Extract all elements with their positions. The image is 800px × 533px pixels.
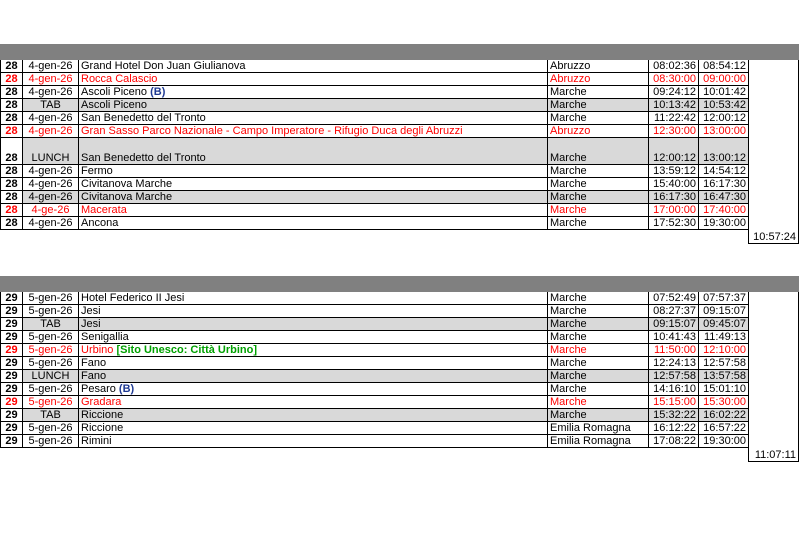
spacer-cell [79,230,548,244]
region-cell: Abruzzo [548,125,649,138]
itinerary-row [1,60,799,73]
date-cell: 5-gen-26 [23,422,79,435]
itinerary-row [1,204,799,217]
end-time-cell: 07:57:37 [699,292,749,305]
region-cell: Marche [548,357,649,370]
region-cell: Marche [548,112,649,125]
spacer-cell [699,448,749,462]
day-number-cell: 29 [1,435,23,448]
spacer-cell [23,230,79,244]
start-time-cell: 11:22:42 [649,112,699,125]
start-time-cell: 09:24:12 [649,86,699,99]
spacer-cell [23,448,79,462]
end-time-cell: 19:30:00 [699,217,749,230]
day-number-cell: 29 [1,409,23,422]
stop-tag: (B) [118,383,135,395]
region-cell: Marche [548,344,649,357]
day-total-duration: 10:57:24 [749,60,799,244]
header-cell [1,45,23,60]
header-cell [548,45,649,60]
date-cell: TAB [23,409,79,422]
header-cell [1,277,23,292]
end-time-cell: 12:10:00 [699,344,749,357]
header-cell [548,277,649,292]
day-number-cell: 28 [1,86,23,99]
place-name: Fano [81,357,107,369]
date-cell: 4-gen-26 [23,60,79,73]
day-number-cell: 29 [1,292,23,305]
region-cell: Marche [548,383,649,396]
start-time-cell: 15:40:00 [649,178,699,191]
region-cell: Marche [548,178,649,191]
place-name: Hotel Federico II Jesi [81,292,185,304]
place-cell [79,305,548,318]
itinerary-row [1,86,799,99]
end-time-cell: 17:40:00 [699,204,749,217]
header-cell [699,45,749,60]
end-time-cell: 16:17:30 [699,178,749,191]
place-cell [79,331,548,344]
day-number-cell: 29 [1,331,23,344]
place-cell [79,125,548,138]
header-cell [79,45,548,60]
header-row [1,45,799,60]
itinerary-row [1,435,799,448]
place-cell [79,344,548,357]
date-cell: LUNCH [23,138,79,165]
end-time-cell: 08:54:12 [699,60,749,73]
itinerary-row [1,422,799,435]
spacer-cell [649,230,699,244]
end-time-cell: 16:47:30 [699,191,749,204]
spacer-cell [548,448,649,462]
start-time-cell: 17:08:22 [649,435,699,448]
start-time-cell: 12:00:12 [649,138,699,165]
place-name: Grand Hotel Don Juan Giulianova [81,60,246,72]
place-name: Rocca Calascio [81,73,158,85]
region-cell: Marche [548,396,649,409]
place-name: Gradara [81,396,122,408]
place-name: San Benedetto del Tronto [81,112,206,124]
day-number-cell: 28 [1,125,23,138]
place-cell [79,370,548,383]
spacer-cell [548,230,649,244]
place-cell [79,112,548,125]
day-number-cell: 29 [1,422,23,435]
end-time-cell: 09:00:00 [699,73,749,86]
itinerary-row [1,331,799,344]
place-name: Urbino [81,344,114,356]
region-cell: Abruzzo [548,60,649,73]
date-cell: 4-gen-26 [23,125,79,138]
header-cell [699,277,749,292]
start-time-cell: 13:59:12 [649,165,699,178]
itinerary-table-day-29 [0,276,799,462]
itinerary-row [1,318,799,331]
day-number-cell: 29 [1,357,23,370]
itinerary-row [1,125,799,138]
region-cell: Marche [548,86,649,99]
end-time-cell: 09:45:07 [699,318,749,331]
itinerary-row [1,73,799,86]
itinerary-row [1,383,799,396]
place-name: Riccione [81,409,124,421]
itinerary-row [1,217,799,230]
place-name: Civitanova Marche [81,178,173,190]
end-time-cell: 19:30:00 [699,435,749,448]
place-cell [79,60,548,73]
place-cell [79,292,548,305]
itinerary-row [1,357,799,370]
place-cell [79,422,548,435]
date-cell: 5-gen-26 [23,305,79,318]
start-time-cell: 12:30:00 [649,125,699,138]
region-cell: Abruzzo [548,73,649,86]
start-time-cell: 12:57:58 [649,370,699,383]
start-time-cell: 09:15:07 [649,318,699,331]
place-name: Senigallia [81,331,129,343]
day-number-cell: 29 [1,305,23,318]
end-time-cell: 13:00:12 [699,138,749,165]
place-cell [79,318,548,331]
place-cell [79,178,548,191]
date-cell: 5-gen-26 [23,383,79,396]
date-cell: 4-ge-26 [23,204,79,217]
end-time-cell: 10:53:42 [699,99,749,112]
unesco-note: [Sito Unesco: Città Urbino] [116,344,258,356]
start-time-cell: 07:52:49 [649,292,699,305]
region-cell: Marche [548,217,649,230]
date-cell: 5-gen-26 [23,292,79,305]
spacer-cell [79,448,548,462]
itinerary-row [1,409,799,422]
start-time-cell: 10:41:43 [649,331,699,344]
day-total-duration: 11:07:11 [749,292,799,462]
spacer-cell [1,230,23,244]
itinerary-row [1,305,799,318]
end-time-cell: 15:30:00 [699,396,749,409]
place-name: Gran Sasso Parco Nazionale - Campo Imperatore - Rifugio Duca degli Abruzzi [81,125,463,137]
region-cell: Emilia Romagna [548,422,649,435]
date-cell: 5-gen-26 [23,435,79,448]
place-cell [79,435,548,448]
itinerary-row [1,292,799,305]
start-time-cell: 17:52:30 [649,217,699,230]
place-name: Fermo [81,165,113,177]
place-cell [79,357,548,370]
date-cell: 4-gen-26 [23,178,79,191]
end-time-cell: 10:01:42 [699,86,749,99]
day-number-cell: 28 [1,191,23,204]
day-number-cell: 29 [1,344,23,357]
day-number-cell: 28 [1,217,23,230]
start-time-cell: 08:27:37 [649,305,699,318]
spacer-row [1,230,799,244]
place-cell [79,204,548,217]
place-name: Jesi [81,305,101,317]
start-time-cell: 10:13:42 [649,99,699,112]
header-cell [749,277,799,292]
start-time-cell: 15:15:00 [649,396,699,409]
end-time-cell: 14:54:12 [699,165,749,178]
place-name: Fano [81,370,107,382]
spacer-cell [699,230,749,244]
date-cell: 4-gen-26 [23,217,79,230]
start-time-cell: 16:17:30 [649,191,699,204]
itinerary-row [1,396,799,409]
date-cell: 4-gen-26 [23,165,79,178]
itinerary-row [1,344,799,357]
end-time-cell: 13:00:00 [699,125,749,138]
start-time-cell: 16:12:22 [649,422,699,435]
place-name: Ascoli Piceno [81,86,148,98]
day-number-cell: 28 [1,99,23,112]
day-number-cell: 29 [1,318,23,331]
header-cell [649,45,699,60]
itinerary-row [1,112,799,125]
header-cell [649,277,699,292]
region-cell: Marche [548,191,649,204]
date-cell: 4-gen-26 [23,86,79,99]
day-number-cell: 29 [1,370,23,383]
region-cell: Marche [548,331,649,344]
date-cell: TAB [23,318,79,331]
start-time-cell: 12:24:13 [649,357,699,370]
region-cell: Marche [548,165,649,178]
date-cell: 5-gen-26 [23,344,79,357]
date-cell: 4-gen-26 [23,73,79,86]
place-name: Pesaro [81,383,116,395]
spacer-cell [1,448,23,462]
end-time-cell: 12:00:12 [699,112,749,125]
place-cell [79,409,548,422]
header-row [1,277,799,292]
start-time-cell: 17:00:00 [649,204,699,217]
region-cell: Marche [548,292,649,305]
region-cell: Marche [548,99,649,112]
end-time-cell: 16:02:22 [699,409,749,422]
day-number-cell: 29 [1,396,23,409]
date-cell: 4-gen-26 [23,112,79,125]
day-number-cell: 28 [1,178,23,191]
place-name: Ascoli Piceno [81,99,148,111]
stop-tag: (B) [150,86,166,98]
place-name: San Benedetto del Tronto [81,152,206,164]
place-name: Riccione [81,422,124,434]
place-cell [79,165,548,178]
date-cell: LUNCH [23,370,79,383]
itinerary-table-day-28 [0,44,799,244]
end-time-cell: 15:01:10 [699,383,749,396]
region-cell: Marche [548,204,649,217]
day-number-cell: 28 [1,73,23,86]
header-cell [23,277,79,292]
day-number-cell: 28 [1,138,23,165]
spacer-row [1,448,799,462]
region-cell: Marche [548,138,649,165]
header-cell [23,45,79,60]
itinerary-row [1,99,799,112]
start-time-cell: 11:50:00 [649,344,699,357]
spacer-cell [649,448,699,462]
itinerary-row [1,178,799,191]
end-time-cell: 11:49:13 [699,331,749,344]
day-number-cell: 28 [1,165,23,178]
place-cell [79,191,548,204]
itinerary-row [1,370,799,383]
day-number-cell: 28 [1,112,23,125]
place-cell [79,73,548,86]
place-name: Civitanova Marche [81,191,173,203]
region-cell: Emilia Romagna [548,435,649,448]
start-time-cell: 14:16:10 [649,383,699,396]
region-cell: Marche [548,409,649,422]
date-cell: TAB [23,99,79,112]
itinerary-row [1,138,799,165]
place-cell [79,396,548,409]
day-number-cell: 29 [1,383,23,396]
place-cell [79,86,548,99]
place-cell [79,217,548,230]
day-number-cell: 28 [1,204,23,217]
region-cell: Marche [548,370,649,383]
itinerary-row [1,191,799,204]
place-name: Ancona [81,217,119,229]
place-name: Jesi [81,318,101,330]
date-cell: 5-gen-26 [23,396,79,409]
place-name: Macerata [81,204,127,216]
header-cell [749,45,799,60]
region-cell: Marche [548,318,649,331]
place-cell [79,138,548,165]
region-cell: Marche [548,305,649,318]
date-cell: 5-gen-26 [23,331,79,344]
end-time-cell: 13:57:58 [699,370,749,383]
place-cell [79,383,548,396]
date-cell: 5-gen-26 [23,357,79,370]
header-cell [79,277,548,292]
end-time-cell: 12:57:58 [699,357,749,370]
end-time-cell: 16:57:22 [699,422,749,435]
start-time-cell: 08:02:36 [649,60,699,73]
date-cell: 4-gen-26 [23,191,79,204]
end-time-cell: 09:15:07 [699,305,749,318]
day-number-cell: 28 [1,60,23,73]
itinerary-row [1,165,799,178]
start-time-cell: 15:32:22 [649,409,699,422]
start-time-cell: 08:30:00 [649,73,699,86]
place-cell [79,99,548,112]
place-name: Rimini [81,435,112,447]
